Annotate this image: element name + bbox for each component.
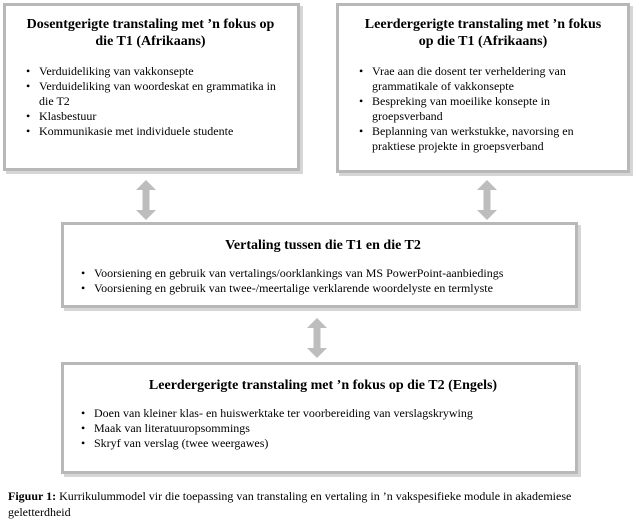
box-title: Vertaling tussen die T1 en die T2 xyxy=(225,238,421,253)
caption-text: Kurrikulummodel vir die toepassing van transtaling en vertaling in ’n vakspesifieke module in akademiese geletterdheid xyxy=(8,489,572,519)
list-item: • Maak van literatuuropsommings xyxy=(81,421,565,436)
list-item: • Kommunikasie met individuele studente xyxy=(26,124,287,139)
box-translation-t1-t2 xyxy=(61,222,578,308)
box-title: Dosentgerigte transtaling met ’n fokus op die T1 (Afrikaans) xyxy=(26,17,275,49)
list-item: • Verduideliking van vakkonsepte xyxy=(26,64,287,79)
box-title: Leerdergerigte transtaling met ’n fokus op die T1 (Afrikaans) xyxy=(364,17,602,49)
double-arrow-center-icon xyxy=(307,318,327,358)
list-item: • Bespreking van moeilike konsepte in groepsverband xyxy=(359,94,619,124)
list-item: • Beplanning van werkstukke, navorsing en praktiese projekte in groepsverband xyxy=(359,124,619,154)
list-item: • Verduideliking van woordeskat en grammatika in die T2 xyxy=(26,79,287,109)
list-item: • Skryf van verslag (twee weergawes) xyxy=(81,436,565,451)
double-arrow-right-icon xyxy=(477,180,497,220)
list-item: • Vrae aan die dosent ter verheldering van grammatikale of vakkonsepte xyxy=(359,64,619,94)
list-item: • Klasbestuur xyxy=(26,109,287,124)
bullet-list xyxy=(81,266,565,296)
list-item: • Voorsiening en gebruik van twee-/meertalige verklarende woordelyste en termlyste xyxy=(81,281,565,296)
box-lecturer-translanguaging-t1 xyxy=(3,3,300,171)
bullet-list xyxy=(81,406,565,451)
caption-label: Figuur 1: xyxy=(8,489,57,503)
bullet-list xyxy=(359,64,619,154)
list-item: • Doen van kleiner klas- en huiswerktake ter voorbereiding van verslagskrywing xyxy=(81,406,565,421)
double-arrow-left-icon xyxy=(136,180,156,220)
figure-caption xyxy=(8,488,628,520)
list-item: • Voorsiening en gebruik van vertalings/oorklankings van MS PowerPoint-aanbiedings xyxy=(81,266,565,281)
box-learner-translanguaging-t2 xyxy=(61,362,578,474)
bullet-list xyxy=(26,64,287,139)
box-learner-translanguaging-t1 xyxy=(336,3,630,173)
box-title: Leerdergerigte transtaling met ’n fokus op die T2 (Engels) xyxy=(148,378,498,393)
